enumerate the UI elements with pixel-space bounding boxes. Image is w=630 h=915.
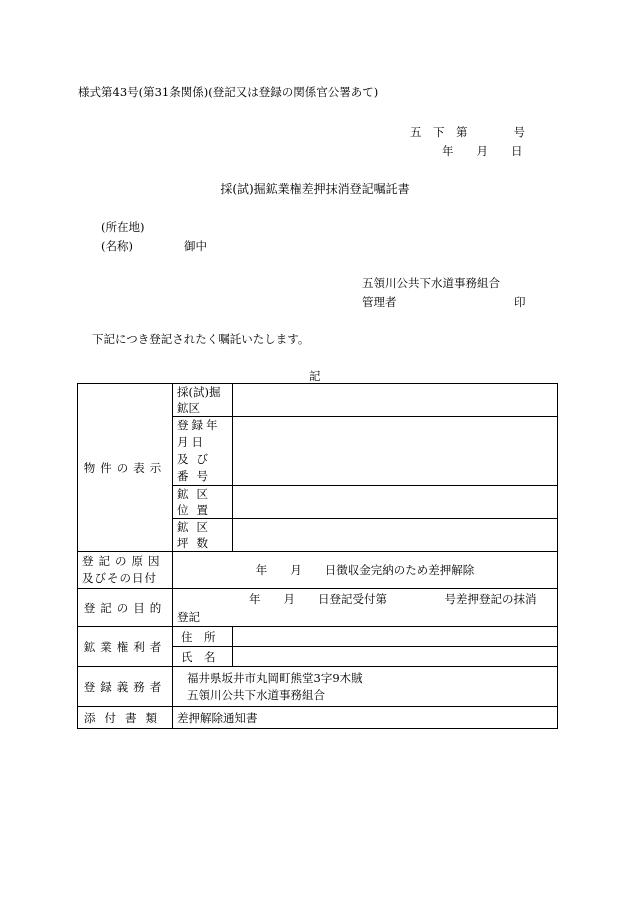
cause-line1: 登記の原因 <box>82 554 165 568</box>
obligor-line2: 五領川公共下水道事務組合 <box>187 687 325 702</box>
area-location-label: 鉱区位置 <box>173 486 233 519</box>
table-row <box>78 707 558 729</box>
table-row <box>78 667 558 707</box>
intro-text: 下記につき登記されたく嘱託いたします。 <box>92 332 310 346</box>
document-title: 採(試)掘鉱業権差押抹消登記嘱託書 <box>220 182 410 196</box>
mining-area-value <box>233 384 558 417</box>
obligor-label: 登録義務者 <box>78 667 173 707</box>
property-label: 物件の表示 <box>78 384 173 552</box>
table-row <box>78 552 558 589</box>
registration-date-line1: 登録年月日 <box>177 418 221 449</box>
recipient-location-label: (所在地) <box>101 220 145 234</box>
area-location-value <box>233 486 558 519</box>
cause-line2: 及びその日付 <box>82 571 157 585</box>
holder-address-label: 住 所 <box>173 627 233 647</box>
ki-heading: 記 <box>309 369 321 383</box>
attachments-label: 添付書類 <box>78 707 173 729</box>
registration-date-label <box>173 417 233 486</box>
registration-date-value <box>233 417 558 486</box>
request-form-table <box>77 383 558 729</box>
cause-label <box>78 552 173 589</box>
form-number: 様式第43号(第31条関係)(登記又は登録の関係官公署あて) <box>78 85 379 99</box>
seal-mark: 印 <box>514 295 526 309</box>
holder-name-value <box>233 647 558 667</box>
sender-role: 管理者 <box>362 295 397 309</box>
registration-date-line2: 及び番号 <box>177 452 216 483</box>
document-date: 年 月 日 <box>442 144 523 158</box>
obligor-value <box>173 667 558 707</box>
cause-value: 年 月 日徴収金完納のため差押解除 <box>173 552 558 589</box>
recipient-honorific: 御中 <box>184 239 207 253</box>
sender-organization: 五領川公共下水道事務組合 <box>362 276 500 290</box>
recipient-name-label: (名称) <box>101 239 133 253</box>
holder-label: 鉱業権利者 <box>78 627 173 667</box>
table-row <box>78 627 558 647</box>
holder-name-label: 氏 名 <box>173 647 233 667</box>
purpose-line2: 登記 <box>177 609 200 624</box>
purpose-label: 登記の目的 <box>78 589 173 627</box>
obligor-line1: 福井県坂井市丸岡町熊堂3字9木賊 <box>187 670 363 685</box>
attachments-value: 差押解除通知書 <box>173 707 558 729</box>
mining-area-label: 採(試)掘鉱区 <box>173 384 233 417</box>
area-size-label: 鉱区坪数 <box>173 519 233 552</box>
table-row <box>78 589 558 627</box>
table-row <box>78 384 558 417</box>
purpose-line1: 年 月 日登記受付第 号差押登記の抹消 <box>249 591 537 606</box>
reference-number: 五 下 第 号 <box>410 125 525 139</box>
holder-address-value <box>233 627 558 647</box>
area-size-value <box>233 519 558 552</box>
purpose-value <box>173 589 558 627</box>
